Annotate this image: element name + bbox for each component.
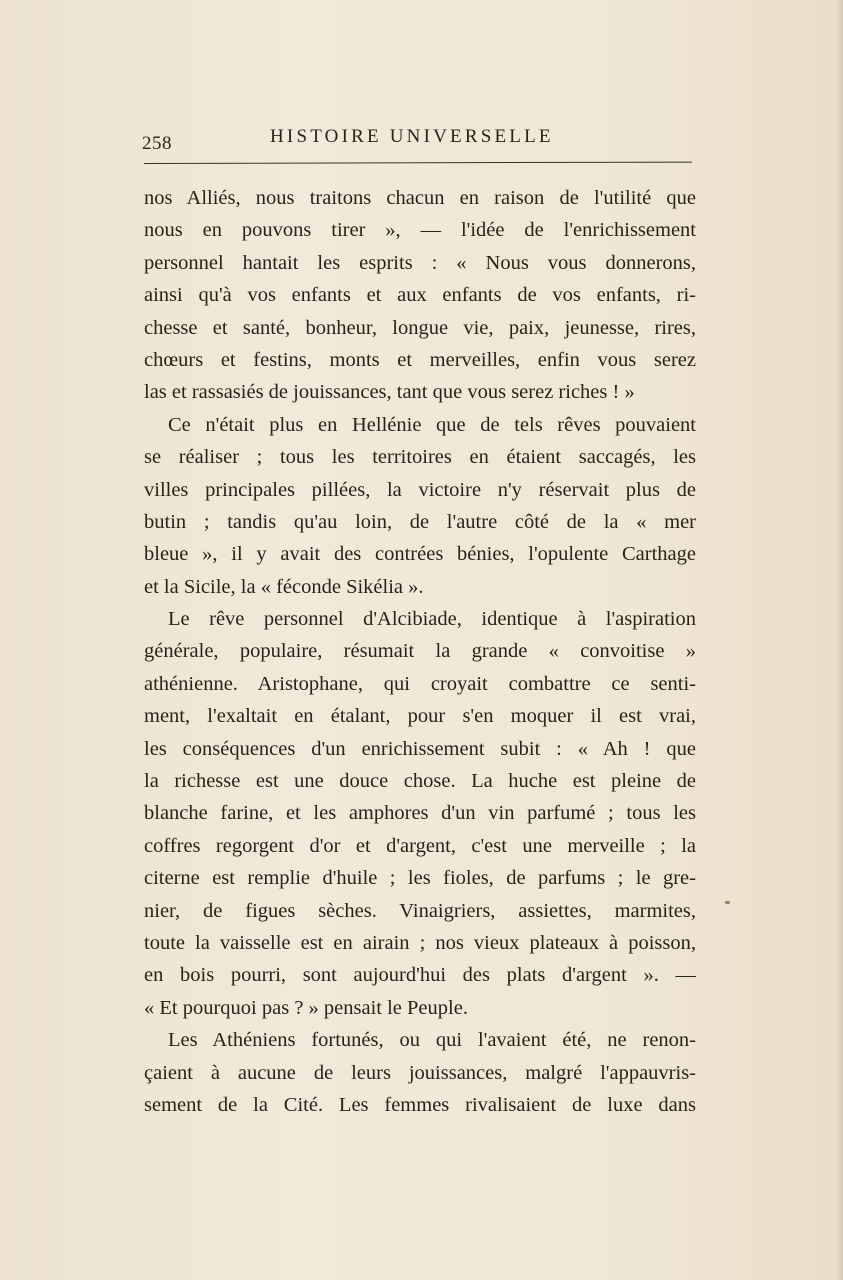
text-line: bleue », il y avait des contrées bénies, l'opulente Carthage: [144, 543, 696, 566]
text-line: villes principales pillées, la victoire n'y réservait plus de: [144, 478, 696, 501]
text-line: çaient à aucune de leurs jouissances, malgré l'appauvris-: [144, 1061, 696, 1084]
text-line: la richesse est une douce chose. La huche est pleine de: [144, 770, 696, 793]
running-title: HISTOIRE UNIVERSELLE: [270, 126, 554, 147]
page-header: [142, 126, 692, 160]
text-line: sement de la Cité. Les femmes rivalisaient de luxe dans: [144, 1093, 696, 1116]
text-line: les conséquences d'un enrichissement subit : « Ah ! que: [144, 737, 696, 760]
text-line: butin ; tandis qu'au loin, de l'autre côté de la « mer: [144, 510, 696, 533]
page-number: 258: [142, 133, 172, 154]
text-line: nier, de figues sèches. Vinaigriers, assiettes, marmites,: [144, 899, 696, 922]
page-edge-shadow: [837, 0, 843, 1280]
text-line: générale, populaire, résumait la grande « convoitise »: [144, 640, 696, 663]
text-line: ainsi qu'à vos enfants et aux enfants de vos enfants, ri-: [144, 284, 696, 307]
text-line: nous en pouvons tirer », — l'idée de l'enrichissement: [144, 219, 696, 242]
text-line: coffres regorgent d'or et d'argent, c'est une merveille ; la: [144, 834, 696, 857]
body-text: [144, 182, 696, 1121]
text-line: toute la vaisselle est en airain ; nos vieux plateaux à poisson,: [144, 931, 696, 954]
text-line: Ce n'était plus en Hellénie que de tels rêves pouvaient: [168, 413, 696, 436]
text-line: chesse et santé, bonheur, longue vie, paix, jeunesse, rires,: [144, 316, 696, 339]
text-line: et la Sicile, la « féconde Sikélia ».: [144, 575, 424, 598]
paper-speck: [725, 901, 730, 904]
text-line: athénienne. Aristophane, qui croyait combattre ce senti-: [144, 672, 696, 695]
text-line: se réaliser ; tous les territoires en étaient saccagés, les: [144, 446, 696, 469]
header-rule: [144, 162, 692, 164]
text-line: chœurs et festins, monts et merveilles, enfin vous serez: [144, 348, 696, 371]
text-line: blanche farine, et les amphores d'un vin parfumé ; tous les: [144, 802, 696, 825]
text-line: citerne est remplie d'huile ; les fioles, de parfums ; le gre-: [144, 867, 696, 890]
text-line: nos Alliés, nous traitons chacun en raison de l'utilité que: [144, 187, 696, 209]
text-line: en bois pourri, sont aujourd'hui des plats d'argent ». —: [144, 964, 696, 987]
text-line: « Et pourquoi pas ? » pensait le Peuple.: [144, 996, 468, 1019]
text-line: Les Athéniens fortunés, ou qui l'avaient été, ne renon-: [168, 1029, 696, 1052]
text-line: las et rassasiés de jouissances, tant que vous serez riches ! »: [144, 381, 635, 404]
text-line: Le rêve personnel d'Alcibiade, identique à l'aspiration: [168, 608, 696, 631]
text-line: personnel hantait les esprits : « Nous vous donnerons,: [144, 251, 696, 274]
text-line: ment, l'exaltait en étalant, pour s'en moquer il est vrai,: [144, 705, 696, 728]
